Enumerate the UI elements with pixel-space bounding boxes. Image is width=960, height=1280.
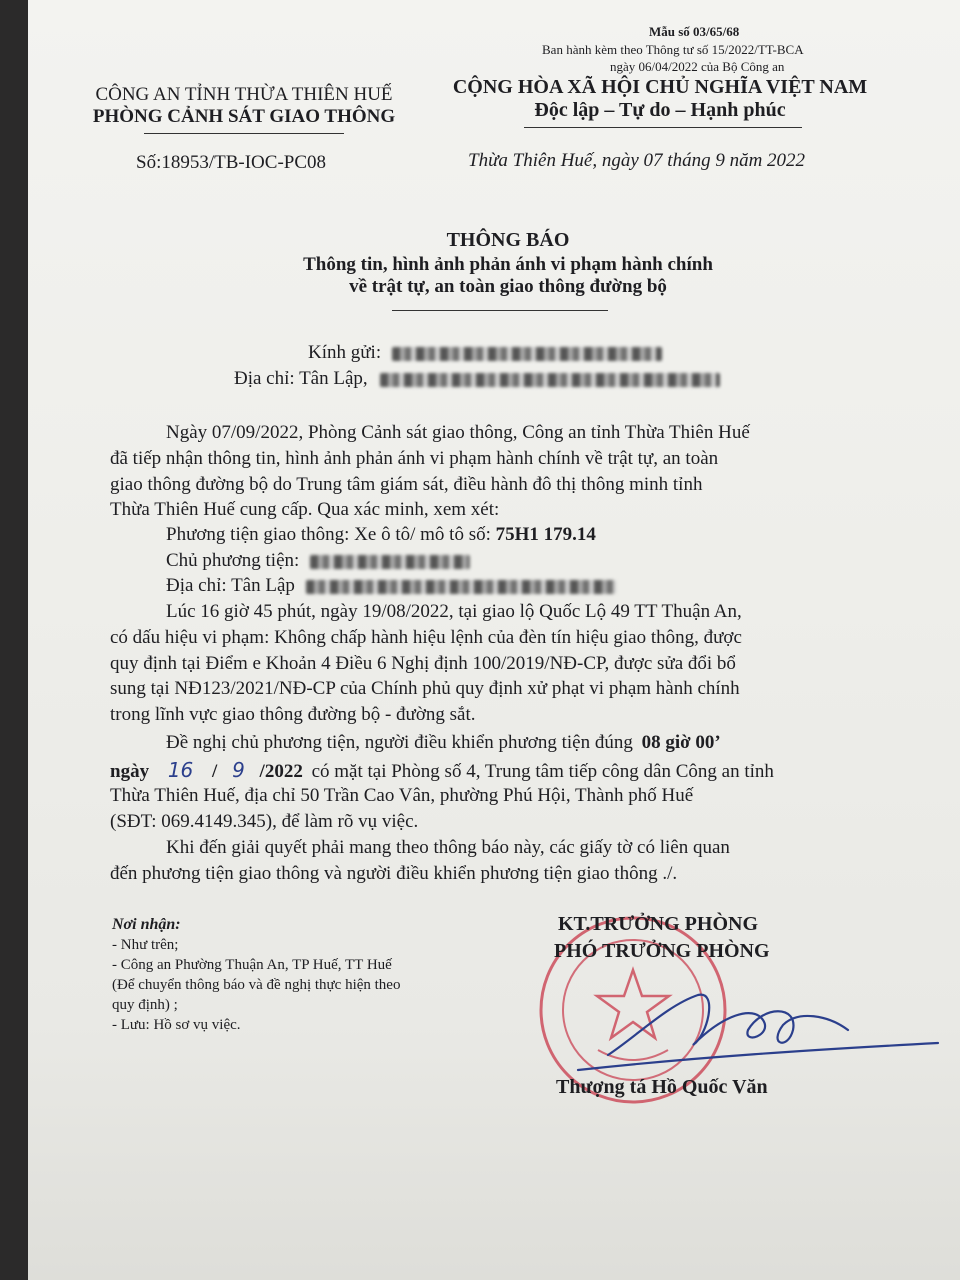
- recipient-item: (Để chuyển thông báo và đề nghị thực hiện theo: [112, 977, 401, 993]
- body-p2-l2: có dấu hiệu vi phạm: Không chấp hành hiệu lệnh của đèn tín hiệu giao thông, được: [110, 627, 742, 648]
- body-p2-l3: quy định tại Điểm e Khoản 4 Điều 6 Nghị định 100/2019/NĐ-CP, được sửa đổi bổ: [110, 653, 736, 674]
- body-p1-l2: đã tiếp nhận thông tin, hình ảnh phản ánh vi phạm hành chính về trật tự, an toàn: [110, 448, 719, 469]
- appointment-month-handwritten: 9: [232, 758, 245, 782]
- owner-address-line: [166, 573, 616, 599]
- owner-line: [166, 548, 470, 574]
- date-separator: /: [212, 761, 218, 782]
- form-code: Mẫu số 03/65/68: [649, 24, 740, 39]
- redacted-name: [392, 347, 662, 361]
- title-underline: [392, 310, 608, 311]
- document-page: [28, 0, 960, 1280]
- appointment-year: /2022: [259, 761, 303, 782]
- recipient-address-label: Địa chỉ: Tân Lập,: [234, 368, 368, 389]
- body-p1-l4: Thừa Thiên Huế cung cấp. Qua xác minh, xem xét:: [110, 499, 500, 520]
- recipients-title: Nơi nhận:: [112, 916, 181, 933]
- header-right: [430, 76, 890, 122]
- body-p3-l4: (SĐT: 069.4149.345), để làm rõ vụ việc.: [110, 811, 419, 832]
- signature-on-behalf: KT.TRƯỞNG PHÒNG: [558, 913, 758, 935]
- recipient-item: - Lưu: Hồ sơ vụ việc.: [112, 1017, 241, 1033]
- recipient-item: - Công an Phường Thuận An, TP Huế, TT Huế: [112, 957, 392, 973]
- recipient-address: [234, 366, 720, 392]
- national-motto: Độc lập – Tự do – Hạnh phúc: [534, 99, 786, 121]
- redacted-owner-address: [306, 580, 616, 594]
- notice-subtitle-2: về trật tự, an toàn giao thông đường bộ: [349, 276, 667, 297]
- recipient-item: - Như trên;: [112, 937, 179, 953]
- notice-subtitle-1: Thông tin, hình ảnh phản ánh vi phạm hành chính: [303, 254, 713, 275]
- header-underline-left: [144, 133, 344, 134]
- header-left: [74, 84, 414, 128]
- vehicle-label: Phương tiện giao thông: Xe ô tô/ mô tô số:: [166, 524, 491, 545]
- body-p3-l2: [110, 757, 774, 785]
- owner-label: Chủ phương tiện:: [166, 550, 300, 571]
- motto-underline: [524, 127, 802, 128]
- body-p3-l1: [166, 730, 721, 756]
- form-issued-with: Ban hành kèm theo Thông tư số 15/2022/TT-BCA: [542, 42, 804, 57]
- signature-position: PHÓ TRƯỞNG PHÒNG: [554, 940, 770, 962]
- appointment-time: 08 giờ 00’: [641, 732, 721, 753]
- redacted-owner: [310, 555, 470, 569]
- owner-address-label: Địa chỉ: Tân Lập: [166, 575, 295, 596]
- body-p3-text: Đề nghị chủ phương tiện, người điều khiển phương tiện đúng: [166, 732, 633, 753]
- notice-title: THÔNG BÁO: [446, 229, 570, 251]
- form-issued-date: ngày 06/04/2022 của Bộ Công an: [610, 59, 785, 74]
- appointment-day-label: ngày: [110, 761, 150, 782]
- body-p3-l3: Thừa Thiên Huế, địa chỉ 50 Trần Cao Vân, phường Phú Hội, Thành phố Huế: [110, 785, 694, 806]
- recipient-item: quy định) ;: [112, 997, 178, 1013]
- document-number: Số:18953/TB-IOC-PC08: [136, 152, 327, 173]
- body-p3-rest: có mặt tại Phòng số 4, Trung tâm tiếp công dân Công an tỉnh: [311, 761, 774, 782]
- department-name: PHÒNG CẢNH SÁT GIAO THÔNG: [92, 106, 396, 127]
- recipient-to-label: Kính gửi:: [308, 342, 382, 363]
- recipient-to: [308, 340, 662, 366]
- handwritten-signature: [548, 975, 948, 1085]
- redacted-address: [380, 373, 720, 387]
- recipients-block: [112, 915, 400, 1035]
- body-p2-l5: trong lĩnh vực giao thông đường bộ - đường sắt.: [110, 704, 476, 725]
- body-p2-l4: sung tại NĐ123/2021/NĐ-CP của Chính phủ quy định xử phạt vi phạm hành chính: [110, 678, 740, 699]
- appointment-day-handwritten: 16: [167, 758, 194, 782]
- body-p4-l1: Khi đến giải quyết phải mang theo thông báo này, các giấy tờ có liên quan: [166, 837, 730, 858]
- notice-title-block: [128, 229, 888, 298]
- body-p4-l2: đến phương tiện giao thông và người điều khiển phương tiện giao thông ./.: [110, 863, 678, 884]
- country-name: CỘNG HÒA XÃ HỘI CHỦ NGHĨA VIỆT NAM: [452, 76, 868, 98]
- agency-name: CÔNG AN TỈNH THỪA THIÊN HUẾ: [95, 84, 393, 105]
- body-p2-l1: Lúc 16 giờ 45 phút, ngày 19/08/2022, tại giao lộ Quốc Lộ 49 TT Thuận An,: [166, 601, 742, 622]
- license-plate: 75H1 179.14: [495, 524, 596, 545]
- body-p1-l1: Ngày 07/09/2022, Phòng Cảnh sát giao thông, Công an tỉnh Thừa Thiên Huế: [166, 422, 750, 443]
- signatory-name: Thượng tá Hồ Quốc Văn: [556, 1076, 768, 1098]
- body-p1-l3: giao thông đường bộ do Trung tâm giám sát, điều hành đô thị thông minh tỉnh: [110, 474, 703, 495]
- place-date: Thừa Thiên Huế, ngày 07 tháng 9 năm 2022: [468, 150, 806, 171]
- vehicle-line: [166, 522, 596, 548]
